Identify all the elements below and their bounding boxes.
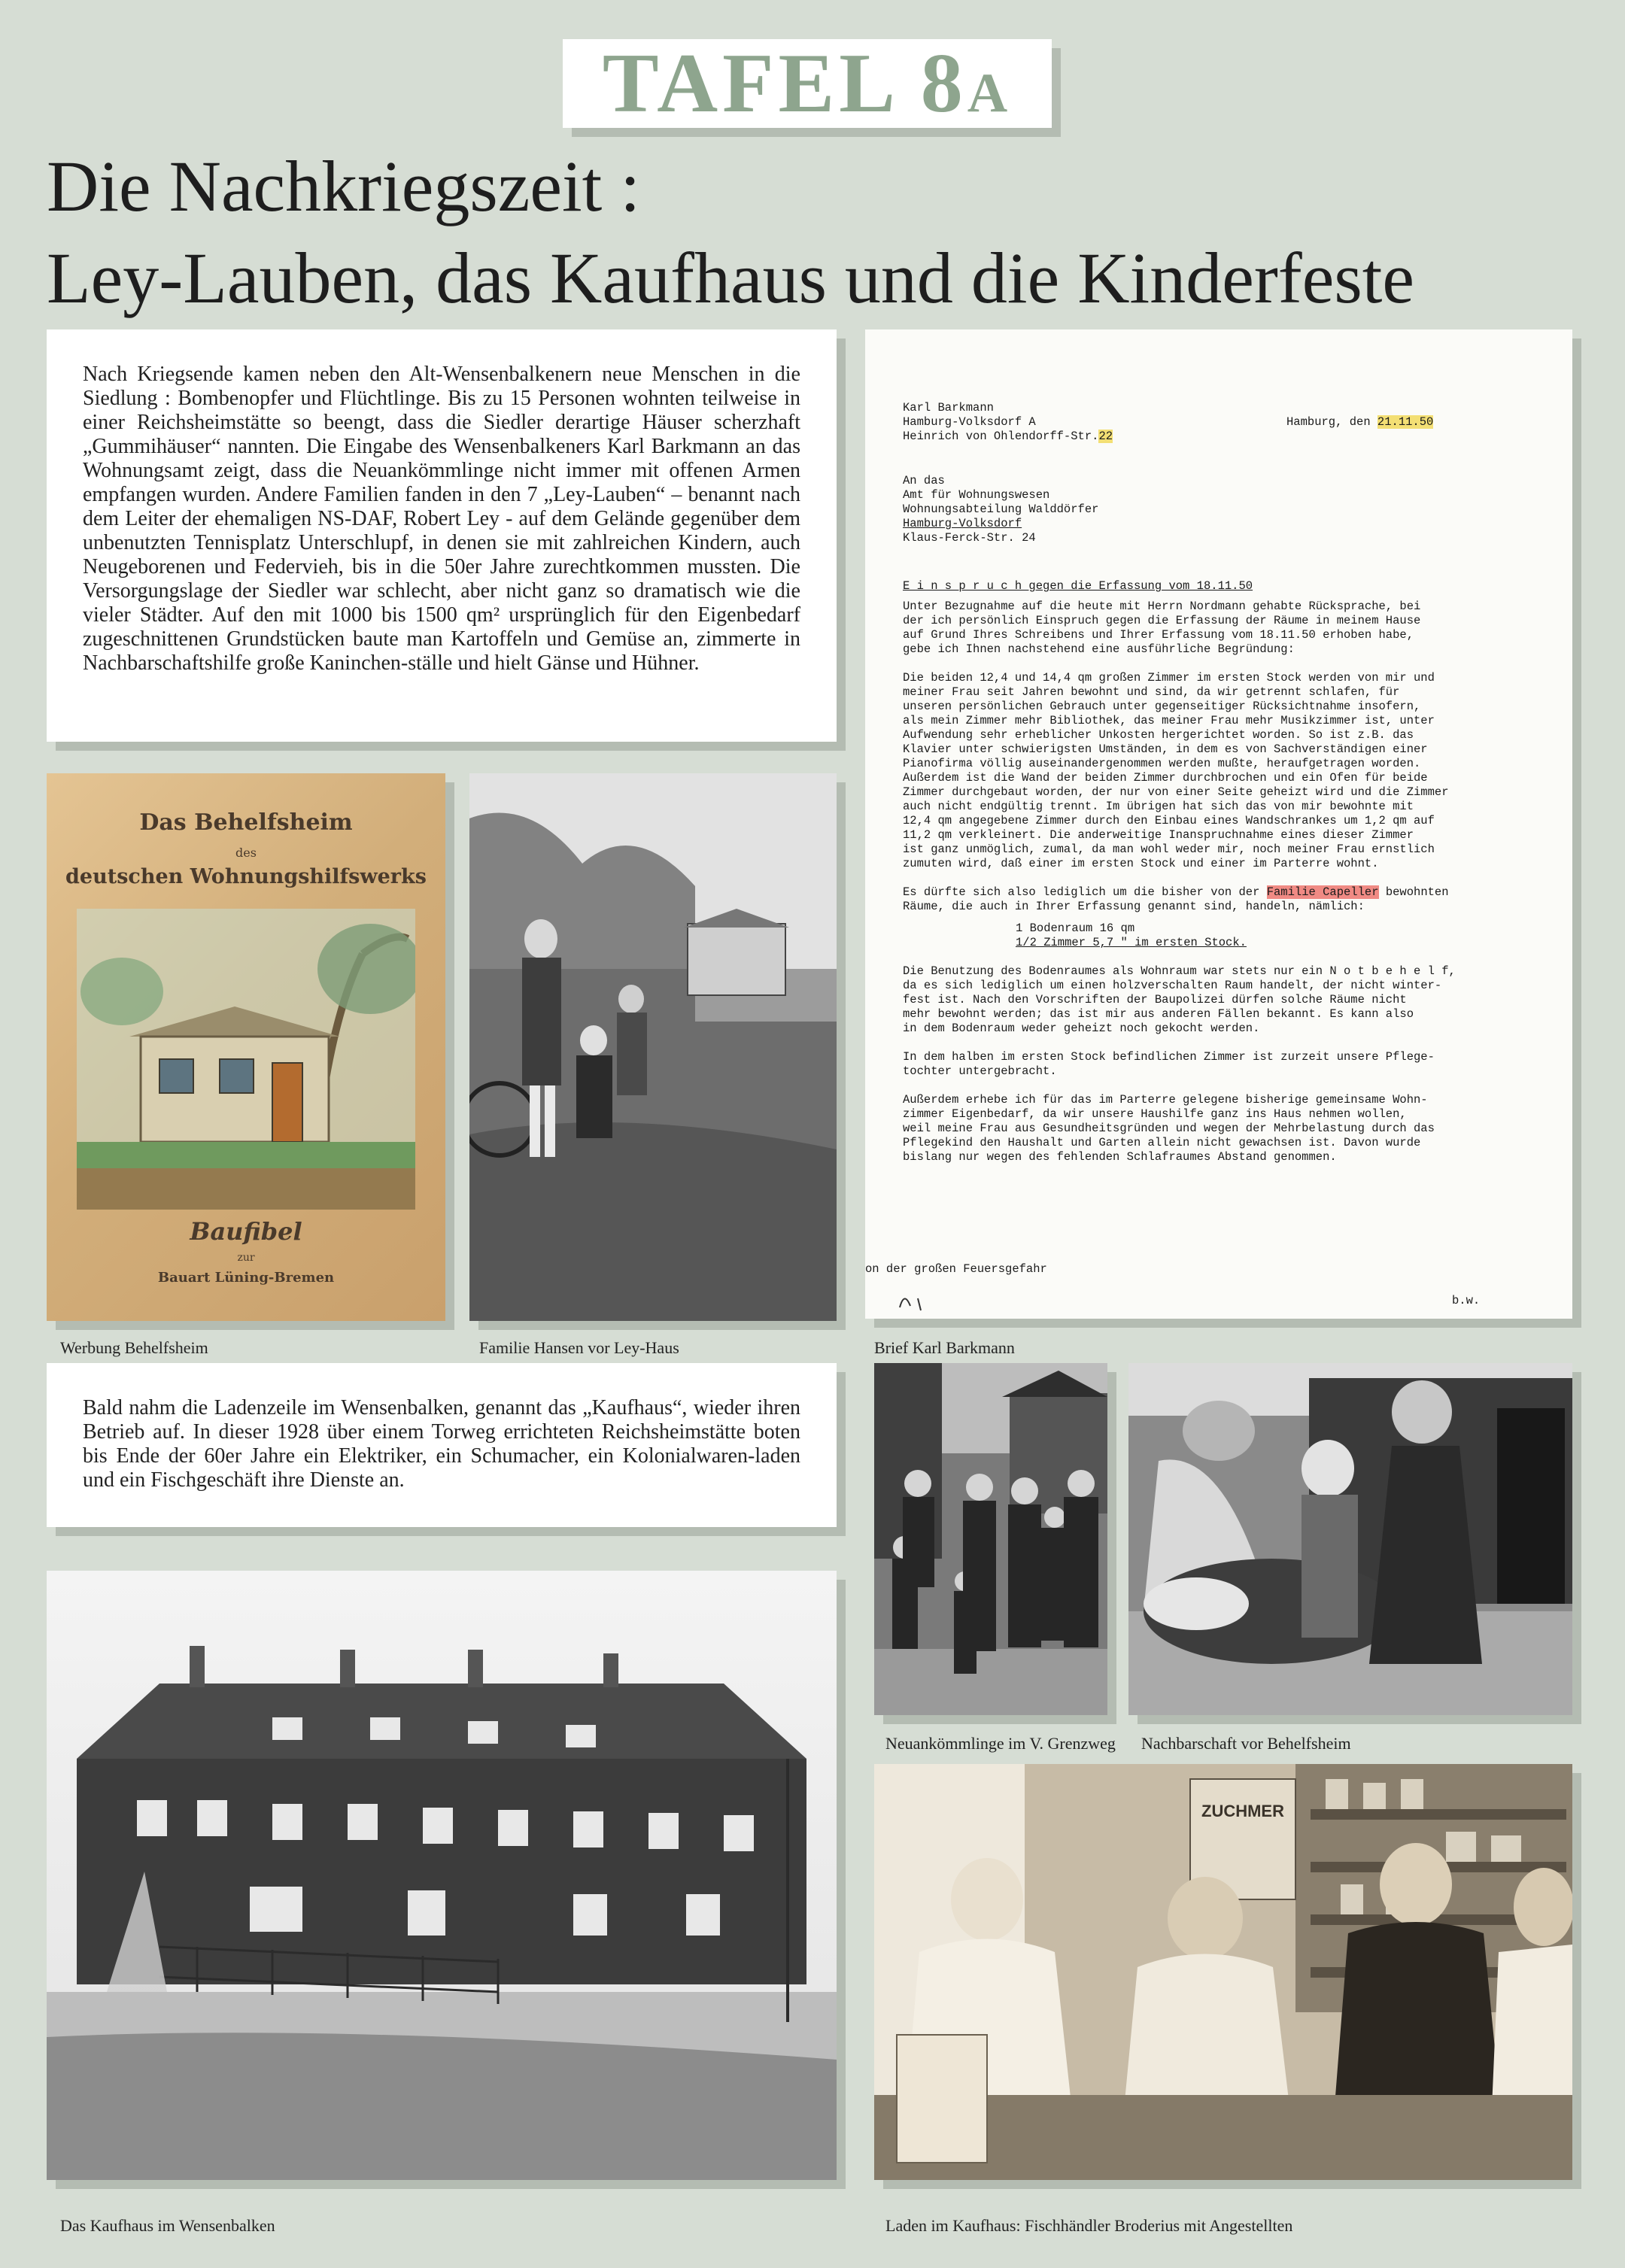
letter-text-line: Klavier unter schwierigsten Umständen, in dem es von Sachverständigen einer	[903, 742, 1428, 756]
letter-footer-left: on der großen Feuersgefahr	[865, 1262, 1047, 1276]
letter-text-line: bislang nur wegen des fehlenden Schlafraumes Abstand genommen.	[903, 1150, 1337, 1164]
booklet-house-illustration	[77, 909, 415, 1210]
letter-text-line: Außerdem ist die Wand der beiden Zimmer durchbrochen und ein Ofen für beide	[903, 771, 1428, 785]
tafel-label	[602, 37, 1013, 130]
letter-text-line: meiner Frau seit Jahren bewohnt und sind, da wir getrennt schlafen, für	[903, 685, 1400, 699]
tafel-number: TAFEL 8	[602, 37, 967, 130]
letter-text-line: mehr bewohnt werden; das ist mir aus anderen Fällen bekannt. Es kann also	[903, 1007, 1414, 1021]
letter-text-line: als mein Zimmer mehr Bibliothek, das meiner Frau mehr Musikzimmer ist, unter	[903, 714, 1435, 727]
letter-text-line: in dem Bodenraum weder geheizt noch gekocht werden.	[903, 1022, 1260, 1035]
caption-letter: Brief Karl Barkmann	[874, 1338, 1015, 1357]
kaufhaus-text-panel	[47, 1363, 837, 1527]
caption-booklet: Werbung Behelfsheim	[60, 1338, 208, 1357]
intro-paragraph: Nach Kriegsende kamen neben den Alt-Wensenbalkenern neue Menschen in die Siedlung : Bombenopfer und Flüchtlinge. Bis zu 15 Personen wohnten teilweise in einer Reichsheimstätte so beengt, dass die Siedler derartige Häuser scherzhaft „Gummihäuser“ nannten. Die Eingabe des Wensenbalkeners Karl Barkmann an das Wohnungsamt zeigt, dass die Neuankömmlinge nicht immer mit offenen Armen empfangen wurden. Andere Familien fanden in den 7 „Ley-Lauben“ – benannt nach dem Leiter der ehemaligen NS-DAF, Robert Ley - auf dem Gelände gegenüber dem unbenutzten Tennisplatz Unterschlupf, in denen sie mit zahlreichen Kindern, auch Neugeborenen und Federvieh, bis in die 50er Jahre zurechtkommen mussten. Die Versorgungslage der Siedler war schlecht, aber nicht ganz so dramatisch wie die vieler Städter. Auf den mit 1000 bis 1500 qm² ursprünglich für den Eigenbedarf zugeschnittenen Grundstücken baute man Kartoffeln und Gemüse an, zimmerte in Nachbarschaftshilfe große Kaninchen-ställe und hielt Gänse und Hühner.	[83, 363, 800, 675]
letter-date-prefix: Hamburg, den	[1286, 415, 1377, 429]
letter-text-line: Pianofirma völlig auseinandergenommen werden mußte, heraufgetragen worden.	[903, 757, 1421, 770]
letter-text-line: Pflegekind den Haushalt und Garten allein nicht gewachsen ist. Davon wurde	[903, 1136, 1421, 1149]
letter-text-line: weil meine Frau aus Gesundheitsgründen und wegen der Mehrbelastung durch das	[903, 1122, 1435, 1135]
letter-text-line: fest ist. Nach den Vorschriften der Baupolizei dürfen solche Räume nicht	[903, 993, 1407, 1006]
letter-text-line: Außerdem erhebe ich für das im Parterre gelegene bisherige gemeinsame Wohn-	[903, 1093, 1428, 1107]
letter-text-line: gebe ich Ihnen nachstehend eine ausführliche Begründung:	[903, 642, 1295, 656]
letter-text-line: der ich persönlich Einspruch gegen die Erfassung der Räume in meinem Hause	[903, 614, 1421, 627]
letter-subject: E i n s p r u c h gegen die Erfassung vom 18.11.50	[903, 579, 1253, 593]
letter-footer-right: b.w.	[1452, 1294, 1481, 1307]
booklet-baufibel: Baufibel	[190, 1217, 302, 1246]
letter-text-line: unseren persönlichen Gebrauch unter gegenseitiger Rücksichtnahme insofern,	[903, 700, 1421, 713]
photo-hansen-family	[469, 773, 837, 1321]
letter-text-line: zumuten wird, daß einer im ersten Stock und einer im Parterre wohnt.	[903, 857, 1379, 870]
letter-image	[865, 329, 1572, 1319]
tafel-suffix: A	[967, 62, 1013, 124]
booklet-des: des	[235, 846, 257, 860]
caption-hansen: Familie Hansen vor Ley-Haus	[479, 1338, 679, 1357]
letter-street-name: Heinrich von Ohlendorff-Str.	[903, 430, 1099, 443]
caption-grenzweg: Neuankömmlinge im V. Grenzweg	[885, 1734, 1116, 1753]
letter-text-line: Unter Bezugnahme auf die heute mit Herrn Nordmann gehabte Rücksprache, bei	[903, 600, 1421, 613]
caption-laden: Laden im Kaufhaus: Fischhändler Broderius mit Angestellten	[885, 2216, 1293, 2235]
letter-room-line: 1/2 Zimmer 5,7 " im ersten Stock.	[1016, 936, 1247, 949]
letter-recipient-line: Hamburg-Volksdorf	[903, 517, 1022, 530]
intro-text-panel	[47, 329, 837, 742]
photo-nachbarschaft	[1128, 1363, 1572, 1715]
booklet-bauart: Bauart Lüning-Bremen	[157, 1270, 335, 1286]
letter-text-line: Die beiden 12,4 und 14,4 qm großen Zimmer im ersten Stock werden von mir und	[903, 671, 1435, 685]
letter-text-line: Die Benutzung des Bodenraumes als Wohnraum war stets nur ein N o t b e h e l f,	[903, 964, 1456, 978]
letter-text-line: tochter untergebracht.	[903, 1064, 1057, 1078]
letter-sender-city: Hamburg-Volksdorf A	[903, 415, 1036, 429]
letter-text-line: 11,2 qm verkleinert. Die anderweitige Inanspruchnahme eines dieser Zimmer	[903, 828, 1414, 842]
letter-date	[1286, 415, 1433, 430]
signature-mark	[895, 1285, 955, 1315]
shop-sign-text: ZUCHMER	[1201, 1802, 1284, 1820]
booklet-subtitle: deutschen Wohnungshilfswerks	[65, 865, 427, 888]
letter-recipient-line: Amt für Wohnungswesen	[903, 488, 1050, 502]
letter-recipient-line: Klaus-Ferck-Str. 24	[903, 531, 1036, 545]
letter-sender-name: Karl Barkmann	[903, 401, 994, 414]
caption-nachbarschaft: Nachbarschaft vor Behelfsheim	[1141, 1734, 1351, 1753]
letter-room-line: 1 Bodenraum 16 qm	[1016, 921, 1135, 935]
letter-street-number: 22	[1098, 430, 1113, 443]
letter-text-line: In dem halben im ersten Stock befindlichen Zimmer ist zurzeit unsere Pflege-	[903, 1050, 1435, 1064]
letter-text-line: zimmer Eigenbedarf, da wir unsere Haushilfe ganz ins Haus nehmen wollen,	[903, 1107, 1407, 1121]
letter-text-line: ist ganz unmöglich, zumal, da man wohl weder mir, noch meiner Frau ernstlich	[903, 843, 1435, 856]
letter-recipient-line: An das	[903, 474, 945, 487]
photo-kaufhaus-building	[47, 1571, 837, 2180]
letter-sender-street	[903, 430, 1113, 444]
booklet-zur: zur	[237, 1252, 255, 1264]
letter-text-line: da es sich lediglich um einen holzverschalten Raum handelt, der nicht winter-	[903, 979, 1442, 992]
letter-text-line: Räume, die auch in Ihrer Erfassung genannt sind, handeln, nämlich:	[903, 900, 1365, 913]
caption-kaufhaus: Das Kaufhaus im Wensenbalken	[60, 2216, 275, 2235]
letter-highlight-capeller: Familie Capeller	[1266, 885, 1379, 899]
booklet-title: Das Behelfsheim	[139, 809, 353, 836]
letter-text-line	[903, 885, 1449, 900]
page-title-line2: Ley-Lauben, das Kaufhaus und die Kinderfeste	[47, 238, 1414, 318]
page-title-line1: Die Nachkriegszeit :	[47, 146, 640, 226]
booklet-image	[47, 773, 445, 1321]
letter-text-line: 12,4 qm angegebene Zimmer durch den Einbau eines Wandschrankes um 1,2 qm auf	[903, 814, 1435, 827]
photo-laden-shop	[874, 1764, 1572, 2180]
letter-fragment: Es dürfte sich also lediglich um die bisher von der	[903, 885, 1267, 899]
tafel-label-box	[563, 39, 1052, 128]
kaufhaus-paragraph: Bald nahm die Ladenzeile im Wensenbalken, genannt das „Kaufhaus“, wieder ihren Betrieb auf. In dieser 1928 über einem Torweg errichteten Reichsheimstätte boten bis Ende der 60er Jahre ein Elektriker, ein Schumacher, ein Kolonialwaren-laden und ein Fischgeschäft ihre Dienste an.	[83, 1396, 800, 1492]
letter-recipient-line: Wohnungsabteilung Walddörfer	[903, 502, 1099, 516]
letter-text-line: Aufwendung sehr erheblicher Unkosten hergerichtet worden. So ist z.B. das	[903, 728, 1414, 742]
letter-text-line: Zimmer durchgebaut worden, der nur von einer Seite geheizt wird und die Zimmer	[903, 785, 1449, 799]
photo-grenzweg-newcomers	[874, 1363, 1107, 1715]
letter-text-line: auch nicht endgültig trennt. Im übrigen hat sich das von mir bewohnte mit	[903, 800, 1414, 813]
letter-fragment: bewohnten	[1378, 885, 1449, 899]
letter-text-line: auf Grund Ihres Schreibens und Ihrer Erfassung vom 18.11.50 erhoben habe,	[903, 628, 1414, 642]
letter-date-value: 21.11.50	[1377, 415, 1434, 429]
